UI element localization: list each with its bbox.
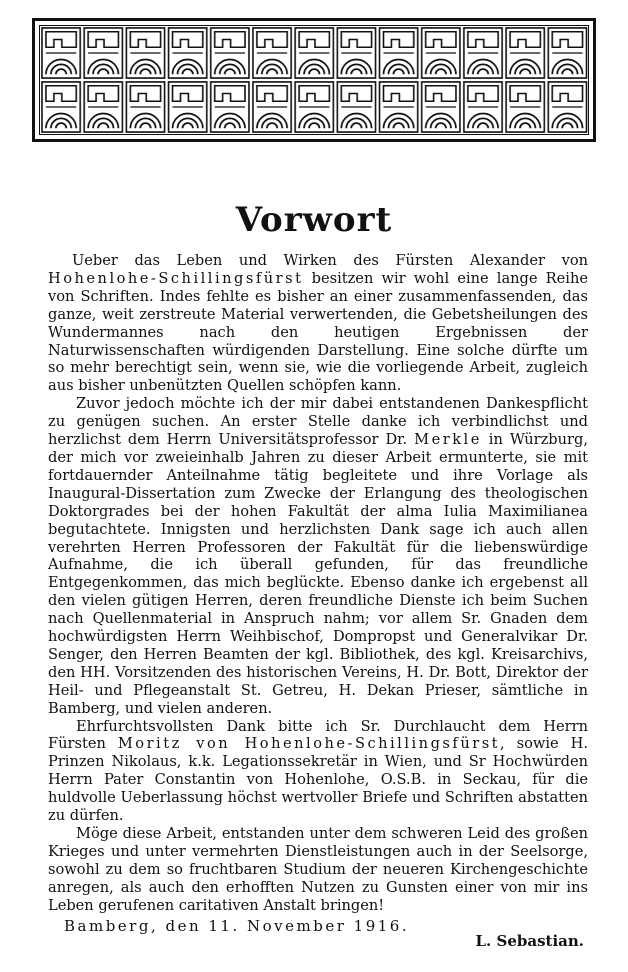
decorative-banner <box>32 18 596 142</box>
paragraph-1 <box>48 252 588 395</box>
page-title: Vorwort <box>235 200 393 240</box>
paragraph-3-rest: , sowie H. Prinzen Nikolaus, k.k. Legationssekretär in Wien, und Sr Hochwürden Herrn Pater Constantin von Hohenlohe, O.S.B. in Seckau, für die huldvolle Ueberlassung höchst wertvoller Briefe und Schriften abstatten zu dürfen. <box>48 735 589 825</box>
signature: L. Sebastian. <box>475 932 584 950</box>
preface-body <box>48 252 588 915</box>
paragraph-3-spaced: Moritz von Hohenlohe-Schillingsfürst <box>117 735 501 753</box>
paragraph-3 <box>48 718 588 825</box>
place-date: Bamberg, den 11. November 1916. <box>64 917 410 935</box>
paragraph-4 <box>48 825 588 915</box>
paragraph-1-spaced: Hohenlohe-Schillingsfürst <box>48 269 304 287</box>
paragraph-1-rest: besitzen wir wohl eine lange Reihe von Schriften. Indes fehlte es bisher an einer zusammenfassenden, das ganze, weit zerstreute Material verwertenden, die Gebetsheilungen des Wundermannes nach den heutigen Ergebnissen der Naturwissenschaften würdigenden Darstellung. Eine solche dürfte um so mehr berechtigt sein, wenn sie, wie die vorliegende Arbeit, zugleich aus bisher unbenützten Quellen schöpfen kann. <box>48 269 588 395</box>
paragraph-1-lead: Ueber das Leben und Wirken des Fürsten Alexander von <box>72 252 588 269</box>
banner-pattern-icon <box>40 26 588 134</box>
paragraph-2-lead: Zuvor jedoch möchte ich der mir dabei entstandenen Dankespflicht zu genügen suchen. An erster Stelle danke ich verbindlichst und herzlichst dem Herrn Universitätsprofessor Dr. <box>48 395 588 449</box>
paragraph-3-lead: Ehrfurchtsvollsten Dank bitte ich Sr. Durchlaucht dem Herrn Fürsten <box>48 717 588 753</box>
paragraph-2-rest: in Würzburg, der mich vor zweieinhalb Jahren zu dieser Arbeit ermunterte, sie mit fortdauernder Anteilnahme tätig begleitete und ihre Vorlage als Inaugural-Dissertation zum Zwecke der Erlangung des theologischen Doktorgrades bei der hohen Fakultät der alma Iulia Maximilianea begutachtete. Innigsten und herzlichsten Dank sage ich auch allen verehrten Herren Professoren der Fakultät für die liebenswürdige Aufnahme, die ich überall gefunden, für das freundliche Entgegenkommen, das mich beglückte. Ebenso danke ich ergebenst all den vielen gütigen Herren, deren freundliche Dienste ich beim Suchen nach Quellenmaterial in Anspruch nahm; vor allem Sr. Gnaden dem hochwürdigsten Herrn Weihbischof, Dompropst und Generalvikar Dr. Senger, den Herren Beamten der kgl. Bibliothek, des kgl. Kreisarchivs, den HH. Vorsitzenden des historischen Vereins, H. Dr. Bott, Direktor der Heil- und Pflegeanstalt St. Getreu, H. Dekan Prieser, sämtliche in Bamberg, und vielen anderen. <box>48 431 588 717</box>
paragraph-4-lead: Möge diese Arbeit, entstanden unter dem schweren Leid des großen Krieges und unter vermehrten Dienstleistungen auch in der Seelsorge, sowohl zu dem so fruchtbaren Studium der neueren Kirchengeschichte anregen, als auch den erhofften Nutzen zu Gunsten einer von mir ins Leben gerufenen caritativen Anstalt bringen! <box>48 825 588 914</box>
decorative-banner-icon <box>39 25 589 135</box>
paragraph-2 <box>48 395 588 717</box>
paragraph-2-spaced: Merkle <box>414 431 482 449</box>
